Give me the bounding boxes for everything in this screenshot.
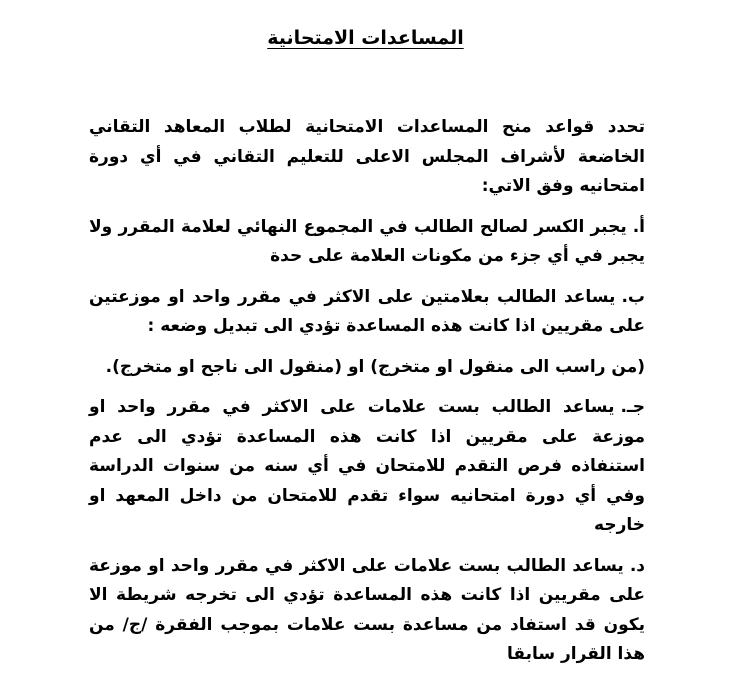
rule-item-b-marker: ب. bbox=[621, 286, 645, 307]
rule-item-c-marker: جـ. bbox=[620, 397, 645, 417]
rule-item-a bbox=[89, 213, 645, 272]
document-title bbox=[0, 24, 731, 52]
rule-item-a-marker: أ. bbox=[632, 216, 645, 237]
rule-item-c bbox=[89, 393, 645, 541]
rule-item-d-text: يساعد الطالب بست علامات على الاكثر في مقرر واحد او موزعة على مقريين اذا كانت هذه المساعدة تؤدي الى تخرجه شريطة الا يكون قد استفاد من مساعدة بست علامات بموجب الفقرة /ج/ من هذا القرار سابقا bbox=[89, 555, 645, 664]
rule-item-b-continuation-text: (من راسب الى منقول او متخرج) او (منقول الى ناجح او متخرج). bbox=[105, 356, 645, 377]
rule-item-b-text: يساعد الطالب بعلامتين على الاكثر في مقرر واحد او موزعتين على مقريين اذا كانت هذه المساعدة تؤدي الى تبديل وضعه : bbox=[89, 286, 645, 336]
rule-item-c-text: يساعد الطالب بست علامات على الاكثر في مقرر واحد او موزعة على مقريين اذا كانت هذه المساعدة تؤدي الى عدم استنفاذه فرص التقدم للامتحان في أي سنه من سنوات الدراسة وفي أي دورة امتحانيه سواء تقدم للامتحان من داخل المعهد او خارجه bbox=[89, 397, 645, 535]
rule-item-a-text: يجبر الكسر لصالح الطالب في المجموع النهائي لعلامة المقرر ولا يجبر في أي جزء من مكونات العلامة على حدة bbox=[89, 216, 645, 266]
rule-item-b-continuation bbox=[89, 353, 645, 383]
intro-paragraph: تحدد قواعد منح المساعدات الامتحانية لطلاب المعاهد التقاني الخاضعة لأشراف المجلس الاعلى للتعليم التقاني في أي دورة امتحانيه وفق الاتي: bbox=[89, 117, 645, 196]
document-title-text: المساعدات الامتحانية bbox=[267, 27, 464, 49]
rule-item-b bbox=[89, 283, 645, 342]
rule-item-d bbox=[89, 552, 645, 670]
document-body bbox=[89, 113, 645, 681]
rule-item-d-marker: د. bbox=[629, 555, 645, 576]
